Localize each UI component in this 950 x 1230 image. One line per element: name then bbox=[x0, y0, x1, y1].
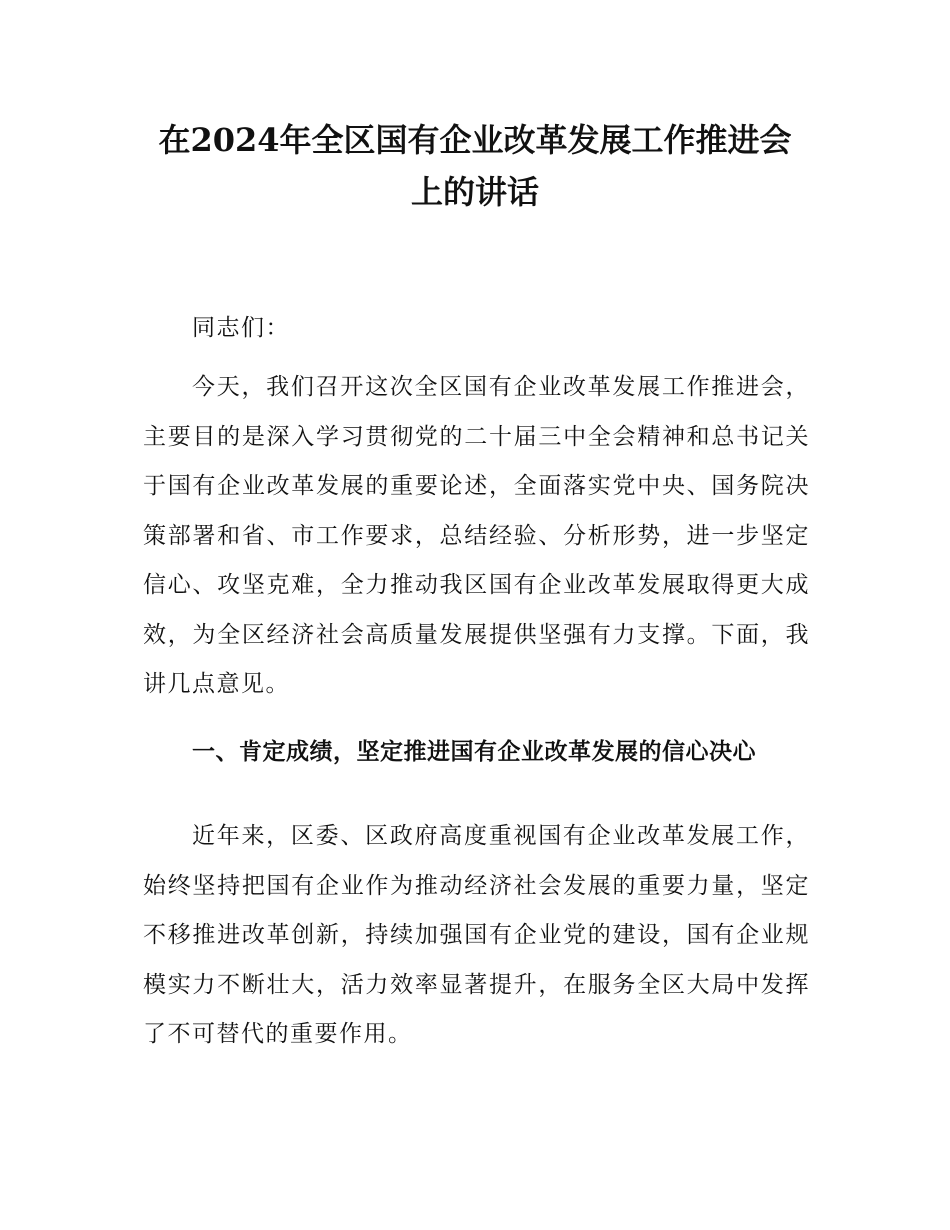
salutation: 同志们： bbox=[192, 315, 290, 341]
paragraph-achievements: 近年来，区委、区政府高度重视国有企业改革发展工作，始终坚持把国有企业作为推动经济社会发展的重要力量，坚定不移推进改革创新，持续加强国有企业党的建设，国有企业规模实力不断壮大，活力效率显著提升，在服务全区大局中发挥了不可替代的重要作用。 bbox=[143, 823, 810, 1047]
document-title-line-2: 上的讲话 bbox=[410, 173, 539, 211]
document-title-line-1: 在2024年全区国有企业改革发展工作推进会 bbox=[158, 121, 792, 159]
document-title bbox=[120, 114, 830, 218]
section-heading-1: 一、肯定成绩，坚定推进国有企业改革发展的信心决心 bbox=[192, 739, 756, 765]
paragraph-intro: 今天，我们召开这次全区国有企业改革发展工作推进会，主要目的是深入学习贯彻党的二十届三中全会精神和总书记关于国有企业改革发展的重要论述，全面落实党中央、国务院决策部署和省、市工作要求，总结经验、分析形势，进一步坚定信心、攻坚克难，全力推动我区国有企业改革发展取得更大成效，为全区经济社会高质量发展提供坚强有力支撑。下面，我讲几点意见。 bbox=[143, 374, 810, 697]
